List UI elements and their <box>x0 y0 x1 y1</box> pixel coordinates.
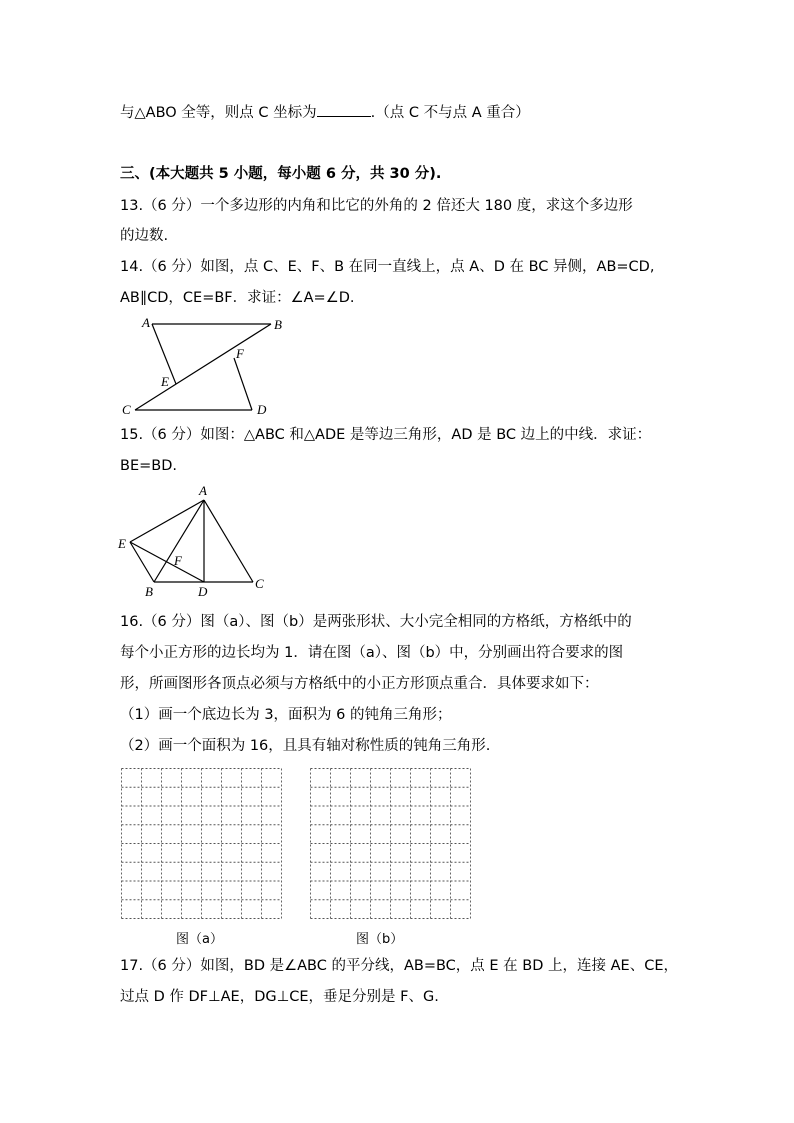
q14-line-2: AB∥CD，CE=BF．求证：∠A=∠D. <box>120 290 355 306</box>
label-b: B <box>274 317 282 332</box>
label-e: E <box>118 536 126 551</box>
segment-ea <box>130 500 204 542</box>
segment-ed <box>130 542 204 582</box>
q16-line-2: 每个小正方形的边长均为 1．请在图（a）、图（b）中，分别画出符合要求的图 <box>120 645 624 661</box>
label-a: A <box>142 315 150 330</box>
label-f: F <box>174 553 182 568</box>
label-f: F <box>236 346 244 361</box>
q13-line-2: 的边数. <box>120 228 169 244</box>
q12-text-part1: 与△ABO 全等，则点 C 坐标为 <box>120 105 317 121</box>
segment-ac <box>204 500 253 582</box>
grid-a-caption: 图（a） <box>176 932 223 947</box>
grid-a[interactable] <box>120 767 283 920</box>
q17-line-1: 17.（6 分）如图，BD 是∠ABC 的平分线，AB=BC，点 E 在 BD 上，连接 AE、CE， <box>120 958 678 974</box>
q15-line-2: BE=BD. <box>120 458 177 474</box>
segment-cb <box>135 324 271 410</box>
segment-ba <box>154 500 204 582</box>
label-b: B <box>145 584 153 599</box>
q15-line-1: 15.（6 分）如图：△ABC 和△ADE 是等边三角形，AD 是 BC 边上的中线．求证： <box>120 427 652 443</box>
section-3-heading: 三、(本大题共 5 小题，每小题 6 分，共 30 分). <box>120 166 442 182</box>
q12-tail-line <box>120 102 530 123</box>
segment-fd <box>234 358 252 410</box>
label-a: A <box>199 483 207 498</box>
q14-line-1: 14.（6 分）如图，点 C、E、F、B 在同一直线上，点 A、D 在 BC 异侧，AB=CD, <box>120 259 655 275</box>
q14-figure <box>118 314 288 420</box>
q16-line-1: 16.（6 分）图（a）、图（b）是两张形状、大小完全相同的方格纸，方格纸中的 <box>120 614 632 630</box>
q16-line-5: （2）画一个面积为 16，且具有轴对称性质的钝角三角形. <box>120 738 491 754</box>
grid-b[interactable] <box>309 767 472 920</box>
q17-line-2: 过点 D 作 DF⊥AE，DG⊥CE，垂足分别是 F、G. <box>120 989 439 1005</box>
answer-blank[interactable] <box>317 102 371 117</box>
q16-line-3: 形，所画图形各顶点必须与方格纸中的小正方形顶点重合．具体要求如下： <box>120 676 599 692</box>
q13-line-1: 13.（6 分）一个多边形的内角和比它的外角的 2 倍还大 180 度，求这个多边形 <box>120 198 633 214</box>
q15-figure <box>114 482 274 600</box>
q16-line-4: （1）画一个底边长为 3，面积为 6 的钝角三角形； <box>120 707 452 723</box>
label-c: C <box>255 576 264 591</box>
label-c: C <box>122 402 131 417</box>
grid-b-caption: 图（b） <box>356 932 404 947</box>
label-d: D <box>257 402 267 417</box>
label-d: D <box>198 584 208 599</box>
q12-text-part2: .（点 C 不与点 A 重合） <box>370 105 530 121</box>
label-e: E <box>161 374 169 389</box>
